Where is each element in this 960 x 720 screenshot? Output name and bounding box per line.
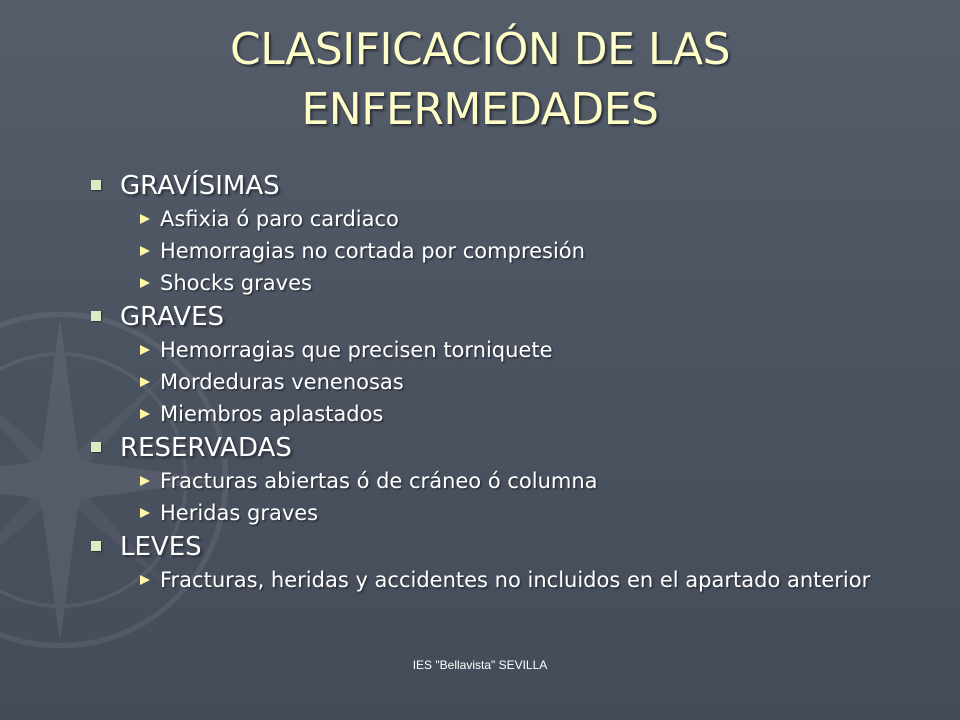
slide-title-line1: CLASIFICACIÓN DE LAS [229,24,731,75]
arrow-bullet-icon [140,508,150,518]
arrow-bullet-icon [140,278,150,288]
category-label: RESERVADAS [120,433,292,463]
sub-item-list [88,564,888,593]
list-item-text: Fracturas, heridas y accidentes no incluidos en el apartado anterior [160,568,871,592]
category-label: LEVES [120,532,202,562]
arrow-bullet-icon [140,409,150,419]
arrow-bullet-icon [140,345,150,355]
slide-title-line2: ENFERMEDADES [301,84,659,135]
category-list [88,169,888,593]
category-gravisimas [88,169,888,299]
category-heading [88,169,888,203]
list-item-text: Mordeduras venenosas [160,370,404,394]
category-graves [88,300,888,430]
slide-title [120,20,840,140]
list-item [88,334,888,366]
arrow-bullet-icon [140,575,150,585]
sub-item-list [88,203,888,299]
category-heading [88,530,888,564]
list-item [88,398,888,430]
list-item-text: Shocks graves [160,271,312,295]
square-bullet-icon [91,442,101,452]
sub-item-list [88,465,888,529]
list-item-text: Hemorragias que precisen torniquete [160,338,553,362]
square-bullet-icon [91,180,101,190]
square-bullet-icon [91,541,101,551]
arrow-bullet-icon [140,214,150,224]
list-item [88,366,888,398]
list-item [88,497,888,529]
list-item [88,465,888,497]
category-heading [88,431,888,465]
arrow-bullet-icon [140,246,150,256]
bullet-content [88,168,888,593]
list-item [88,564,888,593]
list-item-text: Miembros aplastados [160,402,384,426]
category-reservadas [88,431,888,529]
list-item [88,235,888,267]
category-label: GRAVÍSIMAS [120,171,280,201]
slide-footer: IES "Bellavista" SEVILLA [412,658,548,672]
category-leves [88,530,888,593]
list-item [88,203,888,235]
list-item-text: Heridas graves [160,501,319,525]
square-bullet-icon [91,311,101,321]
category-label: GRAVES [120,302,224,332]
list-item-text: Asfixia ó paro cardiaco [160,207,399,231]
list-item-text: Hemorragias no cortada por compresión [160,239,585,263]
category-heading [88,300,888,334]
list-item-text: Fracturas abiertas ó de cráneo ó columna [160,469,598,493]
sub-item-list [88,334,888,430]
list-item [88,267,888,299]
arrow-bullet-icon [140,476,150,486]
arrow-bullet-icon [140,377,150,387]
